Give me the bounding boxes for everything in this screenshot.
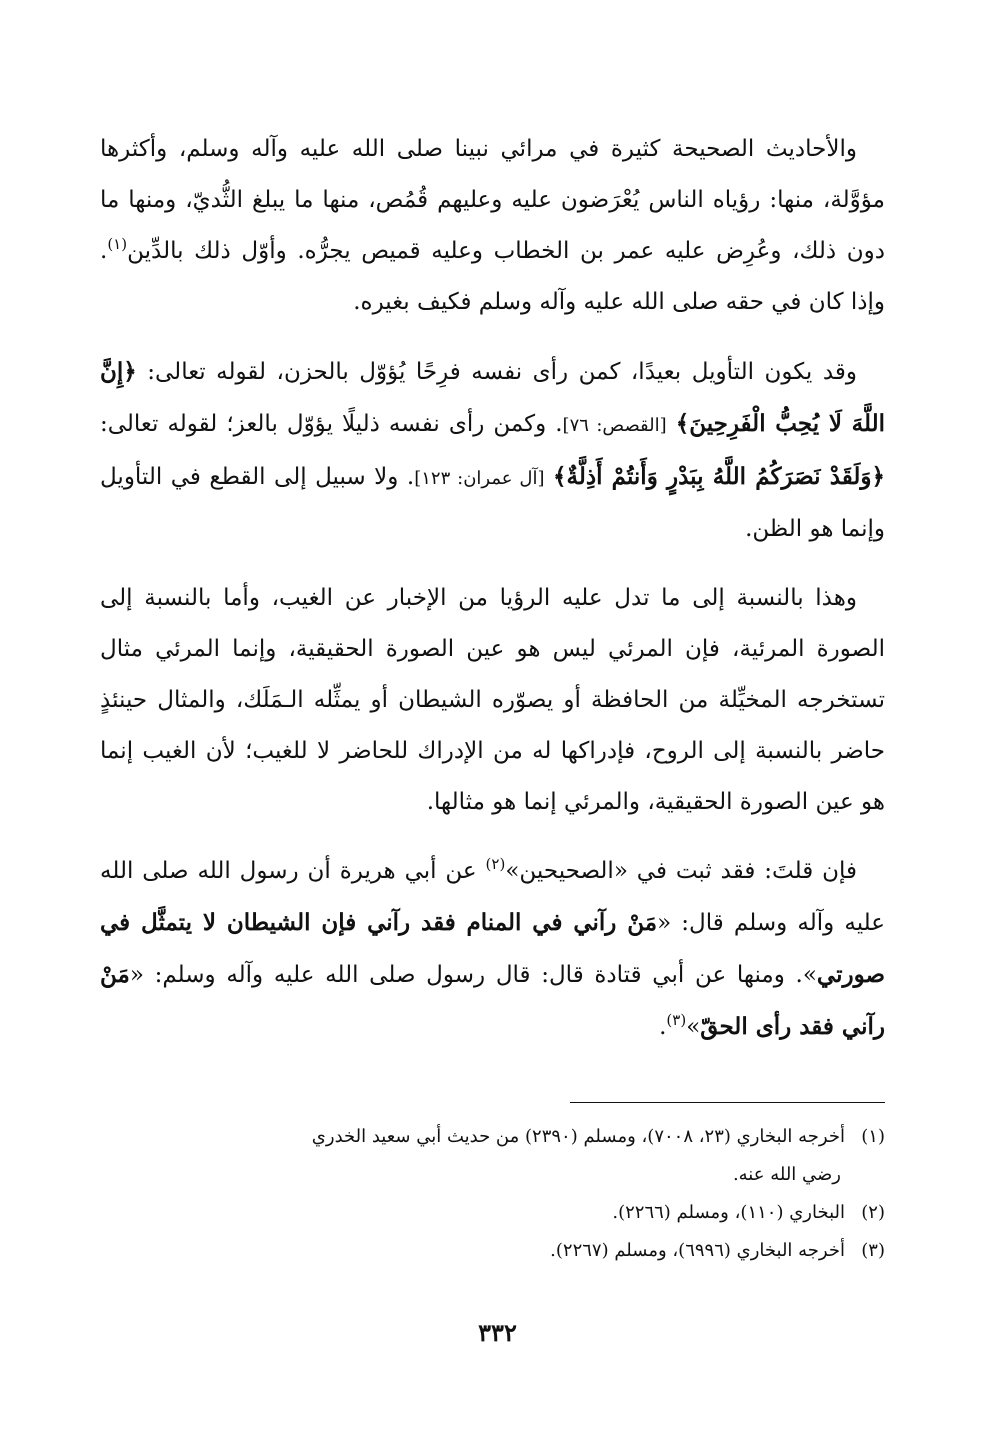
footnotes	[100, 1118, 885, 1270]
paragraph-4-text-a: فإن قلتَ: فقد ثبت في «الصحيحين»	[505, 858, 857, 884]
paragraph-2-text-a: وقد يكون التأويل بعيدًا، كمن رأى نفسه فرِحًا يُؤوّل بالحزن، لقوله تعالى:	[147, 359, 857, 385]
paragraph-4-text-d: »	[686, 1014, 701, 1040]
hadith-quote-2: مَنْ رآني فقد رأى الحقّ	[100, 961, 885, 1040]
verse-reference-1: [القصص: ٧٦]	[562, 415, 667, 436]
footnote-ref-2[interactable]: (٢)	[485, 855, 506, 873]
verse-reference-2: [آل عمران: ١٢٣]	[414, 468, 545, 489]
paragraph-2	[100, 346, 885, 555]
footnote-1-continuation: رضي الله عنه.	[732, 1164, 841, 1185]
footnote-number: (١)	[861, 1126, 885, 1147]
footnote-text: البخاري (١١٠)، ومسلم (٢٢٦٦).	[612, 1202, 845, 1223]
footnote-ref-1[interactable]: (١)	[107, 235, 128, 253]
footnote-text: أخرجه البخاري (٦٩٩٦)، ومسلم (٢٢٦٧).	[550, 1240, 845, 1261]
paragraph-4-text-e: .	[659, 1014, 667, 1040]
paragraph-2-text-b: . وكمن رأى نفسه ذليلًا يؤوّل بالعز؛ لقوله تعالى:	[100, 411, 563, 437]
footnote-text: أخرجه البخاري (٢٣، ٧٠٠٨)، ومسلم (٢٣٩٠) من حديث أبي سعيد الخدري	[311, 1126, 845, 1147]
footnote-2	[100, 1194, 885, 1232]
quran-verse-1: ﴿إِنَّ اللَّهَ لَا يُحِبُّ الْفَرِحِينَ﴾	[100, 358, 886, 437]
quran-verse-2: ﴿وَلَقَدْ نَصَرَكُمُ اللَّهُ بِبَدْرٍ وَأَنتُمْ أَذِلَّةٌ﴾	[553, 463, 885, 490]
paragraph-4-text-b: عن أبي هريرة أن رسول الله صلى الله عليه وآله وسلم قال: «	[100, 858, 885, 936]
paragraph-1-text-a: والأحاديث الصحيحة كثيرة في مرائي نبينا صلى الله عليه وآله وسلم، وأكثرها مؤوَّلة، منها: رؤياه الناس يُعْرَضون عليه وعليهم قُمُص، منها ما يبلغ الثُّديّ، ومنها ما دون ذلك، وعُرِض عليه عمر بن الخطاب وعليه قميص يجرُّه. وأوّل ذلك بالدِّين	[100, 136, 885, 264]
paragraph-2-text-c: . ولا سبيل إلى القطع في التأويل وإنما هو الظن.	[100, 464, 885, 542]
page-body	[100, 124, 885, 1071]
paragraph-4	[100, 846, 885, 1053]
footnote-1	[100, 1118, 885, 1156]
paragraph-3	[100, 573, 885, 828]
footnote-divider	[570, 1102, 885, 1103]
footnote-ref-3[interactable]: (٣)	[666, 1011, 687, 1029]
footnote-number: (٣)	[861, 1240, 885, 1261]
footnote-number: (٢)	[861, 1202, 885, 1223]
paragraph-4-text-c: ». ومنها عن أبي قتادة قال: قال رسول صلى الله عليه وآله وسلم: «	[129, 962, 817, 988]
page-number: ٣٣٢	[478, 1318, 517, 1347]
hadith-quote-1: مَنْ رآني في المنام فقد رآني فإن الشيطان لا يتمثَّل في صورتي	[100, 909, 885, 988]
paragraph-1-text-b: . وإذا كان في حقه صلى الله عليه وآله وسلم فكيف بغيره.	[100, 238, 885, 315]
footnote-3	[100, 1232, 885, 1270]
paragraph-3-text: وهذا بالنسبة إلى ما تدل عليه الرؤيا من الإخبار عن الغيب، وأما بالنسبة إلى الصورة المرئية، فإن المرئي ليس هو عين الصورة الحقيقية، وإنما المرئي مثال تستخرجه المخيِّلة من الحافظة أو يصوّره الشيطان أو يمثِّله الـمَلَك، والمثال حينئذٍ حاضر بالنسبة إلى الروح، فإدراكها له من الإدراك للحاضر لا للغيب؛ لأن الغيب إنما هو عين الصورة الحقيقية، والمرئي إنما هو مثالها.	[100, 585, 885, 815]
paragraph-1	[100, 124, 885, 328]
